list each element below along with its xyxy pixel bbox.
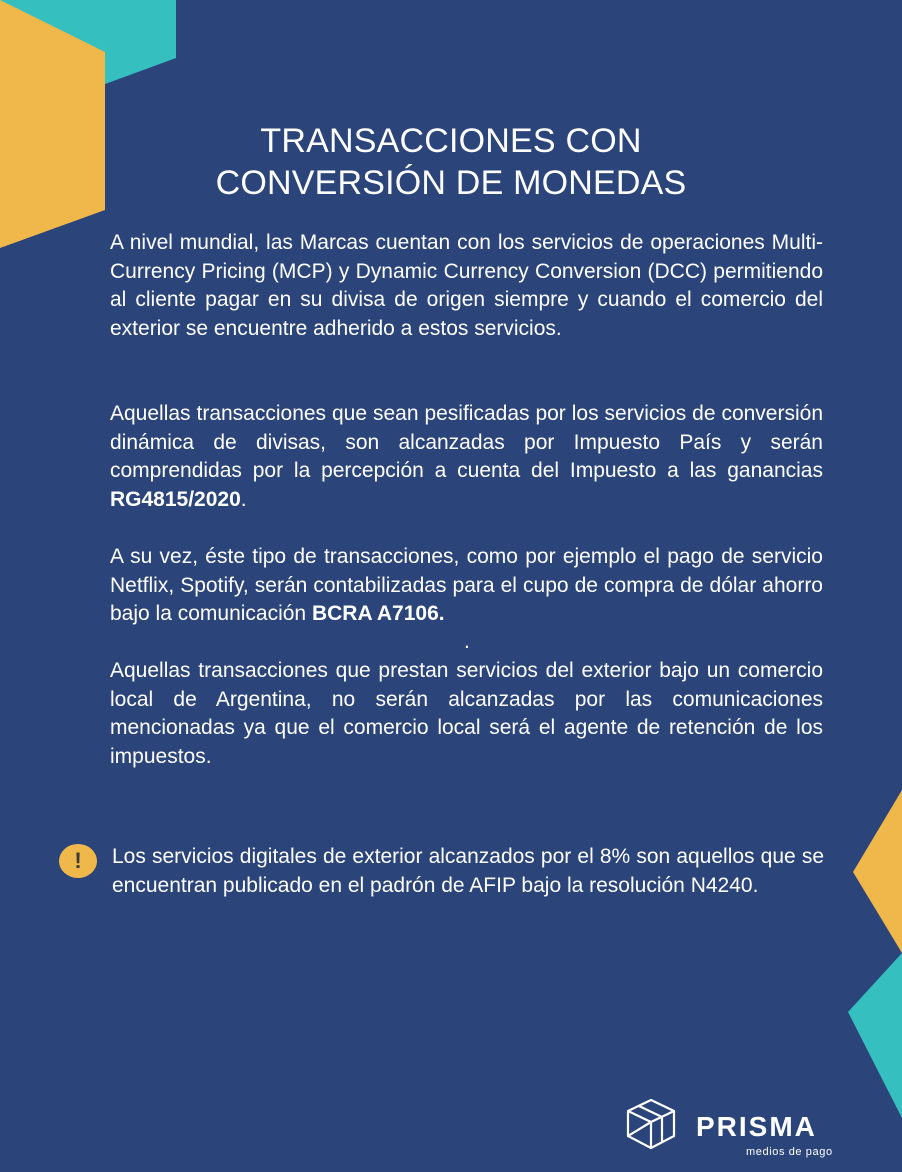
brand-name: PRISMA: [696, 1111, 817, 1142]
exclamation-icon: !: [59, 844, 97, 878]
separator-dot: .: [464, 630, 470, 653]
teal-shape-right: [848, 953, 902, 1118]
page-title: [0, 120, 902, 204]
yellow-shape-right: [853, 790, 902, 953]
paragraph-cupo-dolar: [110, 543, 823, 629]
paragraph-1-text: A nivel mundial, las Marcas cuentan con los servicios de operaciones Multi-Currency Pricing (MCP) y Dynamic Currency Conversion (DCC) permitiendo al cliente pagar en su divisa de origen siempre y cuando el comercio del exterior se encuentre adherido a estos servicios.: [110, 231, 823, 340]
bcra-reference: BCRA A7106.: [311, 602, 445, 626]
title-line-1: TRANSACCIONES CON: [260, 122, 642, 160]
paragraph-comercio-local: [110, 657, 823, 771]
paragraph-2-text: Aquellas transacciones que sean pesificadas por los servicios de conversión dinámica de divisas, son alcanzadas por Impuesto País y serán comprendidas por la percepción a cuenta del Impuesto a las ganancias: [110, 402, 823, 483]
notice-body: Los servicios digitales de exterior alcanzados por el 8% son aquellos que se encuentran publicado en el padrón de AFIP bajo la resolución N4240.: [112, 845, 824, 897]
paragraph-3-text: A su vez, éste tipo de transacciones, como por ejemplo el pago de servicio Netflix, Spotify, serán contabilizadas para el cupo de compra de dólar ahorro bajo la comunicación: [110, 545, 823, 626]
paragraph-mcp-dcc: [110, 229, 823, 343]
paragraph-2-end: .: [240, 487, 247, 511]
title-line-2: CONVERSIÓN DE MONEDAS: [215, 164, 687, 202]
paragraph-4-text: Aquellas transacciones que prestan servicios del exterior bajo un comercio local de Argentina, no serán alcanzadas por las comunicaciones mencionadas ya que el comercio local será el agente de retención de los impuestos.: [110, 659, 823, 768]
brand-tagline: medios de pago: [746, 1146, 833, 1158]
rg-reference: RG4815/2020: [110, 487, 241, 511]
notice-text: [112, 843, 824, 900]
paragraph-impuesto-pais: [110, 400, 823, 514]
